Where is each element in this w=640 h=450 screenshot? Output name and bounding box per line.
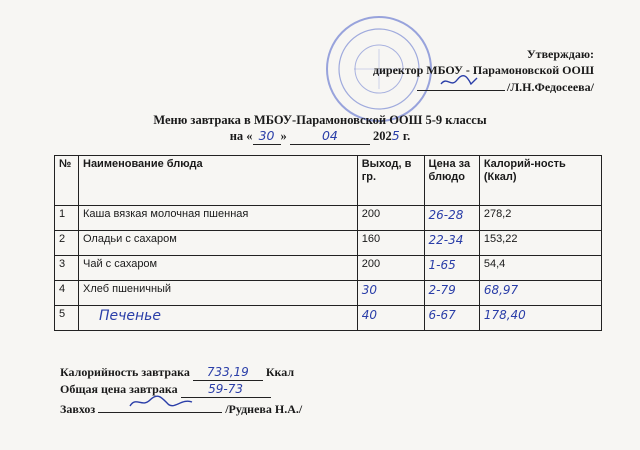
director-signature [417,78,505,91]
total-price: 59-73 [181,381,271,398]
date-day: 30 [253,128,281,145]
approval-heading: Утверждаю: [526,47,594,61]
header-num: № [55,156,79,206]
menu-date: на « 30 » 04 2025 г. [229,128,411,143]
footer-price: Общая цена завтрака 59-73 [60,381,302,398]
header-yield: Выход, в гр. [357,156,424,206]
table-row: 5 Печенье 40 6-67 178,40 [55,306,602,331]
header-price: Цена за блюдо [424,156,479,206]
storekeeper-name: /Руднева Н.А./ [225,402,303,416]
header-name: Наименование блюда [79,156,358,206]
approval-signature-line [373,78,594,95]
footer-block [60,364,302,417]
menu-table [54,155,602,331]
director-name: /Л.Н.Федосеева/ [506,80,594,94]
header-calories: Калорий-ность (Ккал) [479,156,601,206]
menu-title [0,112,640,145]
footer-storekeeper: Завхоз /Руднева Н.А./ [60,398,302,417]
menu-title-line1: Меню завтрака в МБОУ-Парамоновской ООШ 5-9 классы [153,113,487,127]
storekeeper-signature [98,398,222,413]
footer-calories: Калорийность завтрака 733,19 Ккал [60,365,295,379]
approval-position: директор МБОУ - Парамоновской ООШ [372,63,594,77]
table-row: 1 Каша вязкая молочная пшенная 200 26-28 278,2 [55,206,602,231]
table-row: 3 Чай с сахаром 200 1-65 54,4 [55,256,602,281]
total-calories: 733,19 [193,364,263,381]
handwritten-signature-icon [439,74,479,88]
date-month: 04 [290,128,370,145]
handwritten-signature-icon [126,394,196,410]
date-year-digit: 5 [391,128,400,143]
table-row: 4 Хлеб пшеничный 30 2-79 68,97 [55,281,602,306]
table-row: 2 Оладьи с сахаром 160 22-34 153,22 [55,231,602,256]
approval-block [373,46,594,95]
table-header-row [55,156,602,206]
